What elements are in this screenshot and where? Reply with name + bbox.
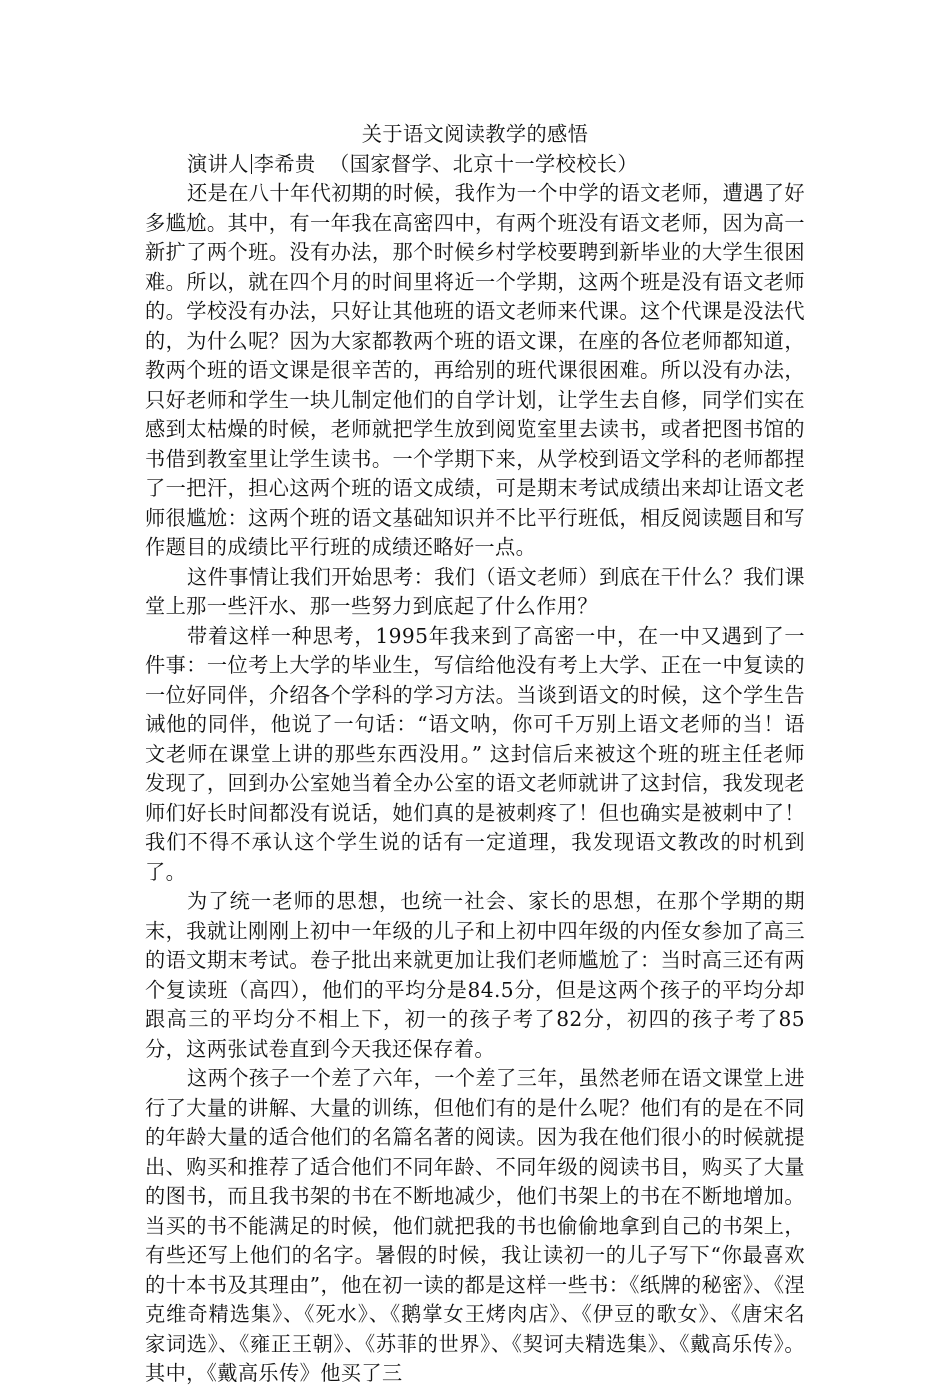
paragraph-4: 为了统一老师的思想，也统一社会、家长的思想，在那个学期的期末，我就让刚刚上初中一年级的儿子和上初中四年级的内侄女参加了高三的语文期末考试。卷子批出来就更加让我们老师尴尬了：当时高三还有两个复读班（高四），他们的平均分是84.5分，但是这两个孩子的平均分却跟高三的平均分不相上下，初一的孩子考了82分，初四的孩子考了85分，这两张试卷直到今天我还保存着。 <box>145 889 805 1061</box>
speaker-affiliation: （国家督学、北京十一学校校长） <box>329 151 638 176</box>
paragraph-2: 这件事情让我们开始思考：我们（语文老师）到底在干什么？我们课堂上那一些汗水、那一些努力到底起了什么作用？ <box>145 564 805 618</box>
document-body <box>145 120 805 1389</box>
paragraph-5: 这两个孩子一个差了六年，一个差了三年，虽然老师在语文课堂上进行了大量的讲解、大量的训练，但他们有的是什么呢？他们有的是在不同的年龄大量的适合他们的名篇名著的阅读。因为我在他们很小的时候就提出、购买和推荐了适合他们不同年龄、不同年级的阅读书目，购买了大量的图书，而且我书架的书在不断地减少，他们书架上的书在不断地增加。当买的书不能满足的时候，他们就把我的书也偷偷地拿到自己的书架上，有些还写上他们的名字。暑假的时候，我让读初一的儿子写下“你最喜欢的十本书及其理由”，他在初一读的都是这样一些书：《纸牌的秘密》、《涅克维奇精选集》、《死水》、《鹅掌女王烤肉店》、《伊豆的歌女》、《唐宋名家词选》、《雍正王朝》、《苏菲的世界》、《契诃夫精选集》、《戴高乐传》。其中，《戴高乐传》他买了三 <box>145 1066 805 1385</box>
speaker-label: 演讲人 <box>187 151 249 176</box>
speaker-line <box>145 150 805 180</box>
document-title: 关于语文阅读教学的感悟 <box>361 122 589 146</box>
paragraph-1: 还是在八十年代初期的时候，我作为一个中学的语文老师，遭遇了好多尴尬。其中，有一年我在高密四中，有两个班没有语文老师，因为高一新扩了两个班。没有办法，那个时候乡村学校要聘到新毕业的大学生很困难。所以，就在四个月的时间里将近一个学期，这两个班是没有语文老师的。学校没有办法，只好让其他班的语文老师来代课。这个代课是没法代的，为什么呢？因为大家都教两个班的语文课，在座的各位老师都知道，教两个班的语文课是很辛苦的，再给别的班代课很困难。所以没有办法，只好老师和学生一块儿制定他们的自学计划，让学生去自修，同学们实在感到太枯燥的时候，老师就把学生放到阅览室里去读书，或者把图书馆的书借到教室里让学生读书。一个学期下来，从学校到语文学科的老师都捏了一把汗，担心这两个班的语文成绩，可是期末考试成绩出来却让语文老师很尴尬：这两个班的语文基础知识并不比平行班低，相反阅读题目和写作题目的成绩比平行班的成绩还略好一点。 <box>145 181 805 559</box>
speaker-separator <box>251 154 252 174</box>
speaker-name: 李希贵 <box>253 151 316 176</box>
paragraph-3: 带着这样一种思考，1995年我来到了高密一中，在一中又遇到了一件事：一位考上大学的毕业生，写信给他没有考上大学、正在一中复读的一位好同伴，介绍各个学科的学习方法。当谈到语文的时候，这个学生告诫他的同伴，他说了一句话：“语文呐，你可千万别上语文老师的当！语文老师在课堂上讲的那些东西没用。” 这封信后来被这个班的班主任老师发现了，回到办公室她当着全办公室的语文老师就讲了这封信，我发现老师们好长时间都没有说话，她们真的是被刺疼了！但也确实是被刺中了！我们不得不承认这个学生说的话有一定道理，我发现语文教改的时机到了。 <box>145 623 805 884</box>
